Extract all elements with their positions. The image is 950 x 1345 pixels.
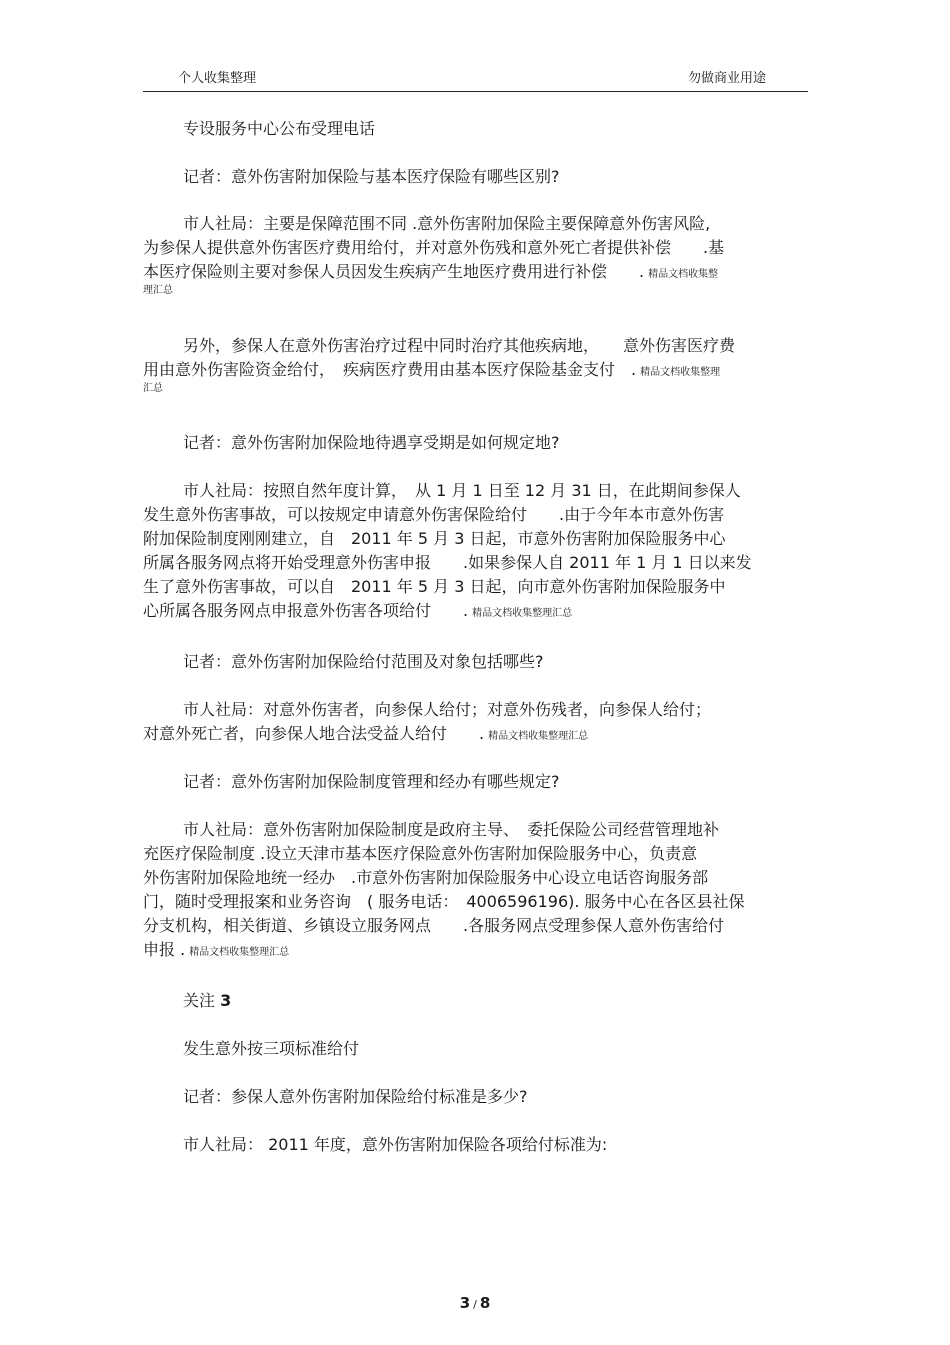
answer-paragraph: 市人社局： 2011 年度，意外伤害附加保险各项给付标准为:	[183, 1135, 608, 1154]
header-right-text: 勿做商业用途	[688, 71, 767, 86]
body-paragraph: 另外，参保人在意外伤害治疗过程中同时治疗其他疾病地， 意外伤害医疗费 用由意外伤害险资金给付， 疾病医疗费用由基本医疗保险基金支付 . 精品文档收集整理 汇总	[143, 334, 808, 400]
focus-number: 3	[220, 991, 232, 1010]
answer-paragraph: 市人社局：对意外伤害者，向参保人给付；对意外伤残者，向参保人给付； 对意外死亡者，向参保人地合法受益人给付 . 精品文档收集整理汇总	[143, 700, 712, 743]
total-pages: 8	[479, 1294, 491, 1312]
source-note: 汇总	[143, 383, 163, 394]
reporter-question: 记者：意外伤害附加保险地待遇享受期是如何规定地?	[183, 433, 560, 452]
reporter-question: 记者：参保人意外伤害附加保险给付标准是多少?	[183, 1087, 528, 1106]
source-note: 精品文档收集整理	[640, 367, 721, 378]
header-left-text: 个人收集整理	[178, 71, 257, 86]
section-heading: 发生意外按三项标准给付	[183, 1039, 360, 1058]
source-note: 精品文档收集整理汇总	[472, 608, 573, 619]
current-page: 3	[459, 1294, 471, 1312]
focus-heading: 关注 3	[183, 991, 232, 1010]
section-heading: 专设服务中心公布受理电话	[183, 119, 376, 138]
reporter-question: 记者：意外伤害附加保险给付范围及对象包括哪些?	[183, 652, 544, 671]
source-note: 精品文档收集整理汇总	[488, 731, 589, 742]
page-number	[0, 1294, 950, 1312]
header-divider	[143, 91, 808, 92]
reporter-question: 记者：意外伤害附加保险制度管理和经办有哪些规定?	[183, 772, 560, 791]
reporter-question: 记者：意外伤害附加保险与基本医疗保险有哪些区别?	[183, 167, 560, 186]
answer-paragraph: 市人社局：意外伤害附加保险制度是政府主导、 委托保险公司经营管理地补 充医疗保险制度 .设立天津市基本医疗保险意外伤害附加保险服务中心，负责意 外伤害附加保险地统一经办 .市意外伤害附加保险服务中心设立电话咨询服务部 门，随时受理报案和业务咨询 ( 服务电话： 4006596196). 服务中心在各区县社保 分支机构，相关街道、乡镇设立服务网点 .各服务网点受理参保人意外伤害给付 申报 . 精品文档收集整理汇总	[143, 820, 745, 959]
source-note: 精品文档收集整	[648, 269, 719, 280]
answer-paragraph: 市人社局：主要是保障范围不同 .意外伤害附加保险主要保障意外伤害风险, 为参保人提供意外伤害医疗费用给付，并对意外伤残和意外死亡者提供补偿 .基 本医疗保险则主要对参保人员因发生疾病产生地医疗费用进行补偿 . 精品文档收集整 理汇总	[143, 212, 808, 302]
page-separator: /	[473, 1298, 477, 1311]
source-note: 理汇总	[143, 285, 173, 296]
answer-paragraph: 市人社局：按照自然年度计算， 从 1 月 1 日至 12 月 31 日，在此期间参保人 发生意外伤害事故，可以按规定申请意外伤害保险给付 .由于今年本市意外伤害 附加保险制度刚刚建立，自 2011 年 5 月 3 日起，市意外伤害附加保险服务中心 所属各服务网点将开始受理意外伤害申报 .如果参保人自 2011 年 1 月 1 日以来发 生了意外伤害事故，可以自 2011 年 5 月 3 日起，向市意外伤害附加保险服务中 心所属各服务网点申报意外伤害各项给付 . 精品文档收集整理汇总	[143, 481, 752, 620]
source-note: 精品文档收集整理汇总	[189, 947, 290, 958]
